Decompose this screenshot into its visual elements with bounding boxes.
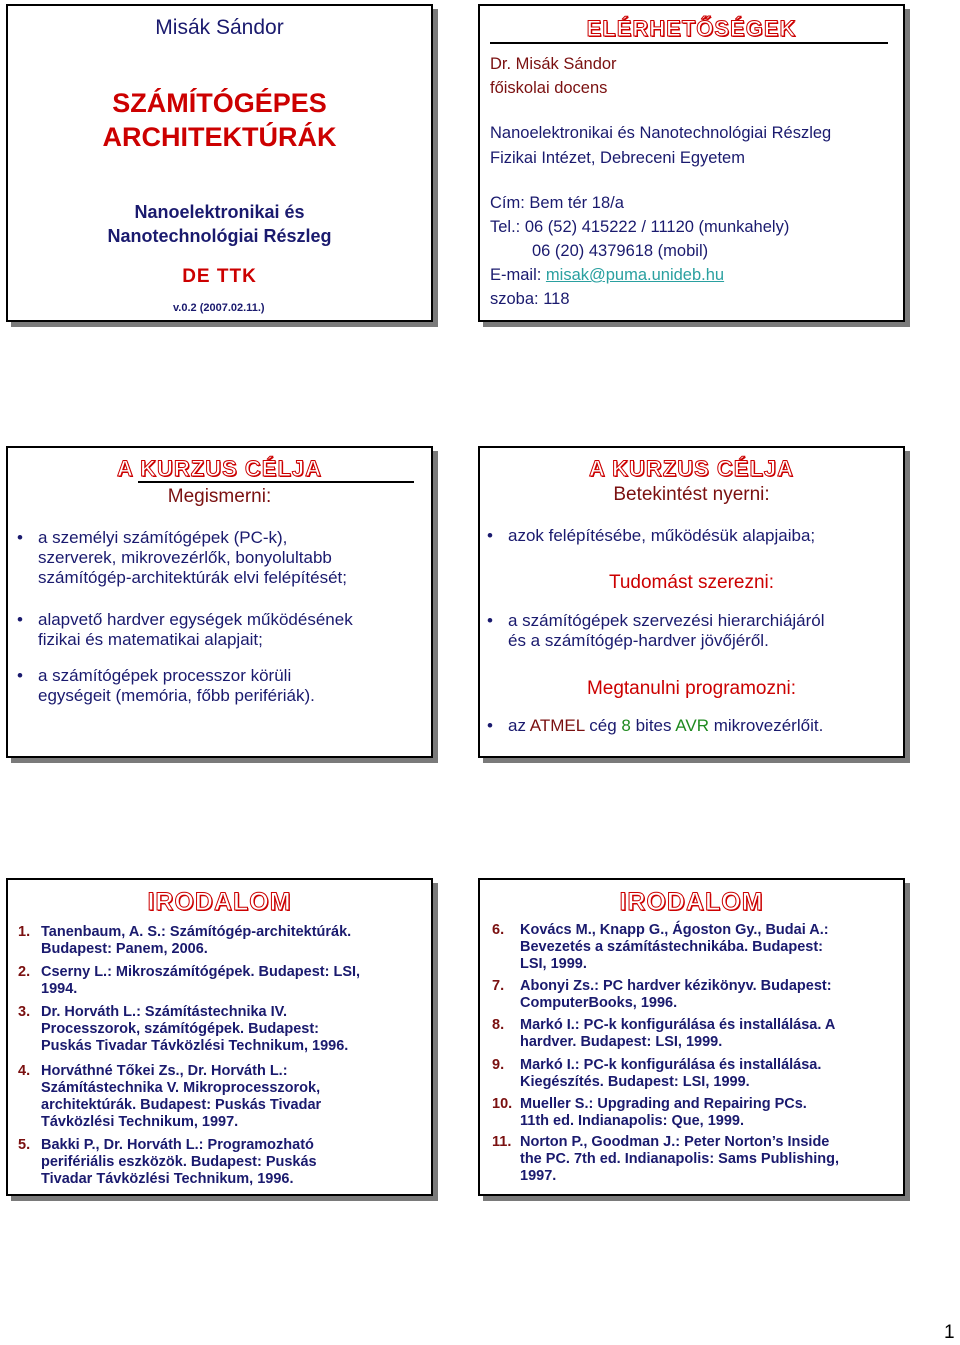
course-goal-slide-1	[6, 446, 433, 758]
title-slide	[6, 4, 433, 322]
reference-item	[492, 922, 829, 973]
heading-rule	[138, 481, 414, 483]
bullet-icon: •	[17, 666, 23, 685]
reference-line: Kiegészítés. Budapest: LSI, 1999.	[520, 1074, 750, 1090]
reference-line: 1994.	[41, 981, 78, 997]
slide-heading: ELÉRHETŐSÉGEK	[586, 16, 797, 41]
reference-number: 2.	[18, 964, 31, 980]
department	[8, 200, 431, 248]
bullet-icon: •	[17, 610, 23, 629]
slide-heading: A KURZUS CÉLJA	[116, 456, 323, 481]
reference-item	[492, 978, 832, 1012]
reference-line: perifériális eszközök. Budapest: Puskás	[41, 1154, 317, 1170]
reference-line: Cserny L.: Mikroszámítógépek. Budapest: LSI,	[41, 964, 361, 980]
department-line2: Nanotechnológiai Részleg	[107, 226, 332, 246]
reference-number: 11.	[492, 1134, 512, 1150]
reference-line: Tivadar Távközlési Technikum, 1996.	[41, 1171, 294, 1187]
reference-line: Budapest: Panem, 2006.	[41, 941, 208, 957]
bullet-item	[17, 666, 315, 706]
contact-phone-mobile: 06 (20) 4379618 (mobil)	[532, 242, 709, 260]
bullet-line: alapvető hardver egységek működésének	[38, 610, 353, 629]
reference-number: 4.	[18, 1063, 31, 1079]
bullet-icon: •	[17, 528, 23, 547]
slide-heading: IRODALOM	[147, 888, 292, 916]
reference-item	[18, 1004, 349, 1055]
university: DE TTK	[182, 266, 257, 287]
subtitle-programming: Megtanulni programozni:	[586, 678, 797, 699]
slide-heading: IRODALOM	[619, 888, 764, 916]
text-span: bites	[630, 716, 676, 735]
slide-heading: A KURZUS CÉLJA	[588, 456, 795, 481]
reference-item	[18, 924, 352, 958]
bullet-line: és a számítógép-hardver jövőjéről.	[508, 631, 769, 650]
bullet-line	[508, 716, 823, 736]
reference-line: Abonyi Zs.: PC hardver kézikönyv. Budapest:	[520, 978, 832, 994]
reference-number: 7.	[492, 978, 505, 994]
contact-dept: Nanoelektronikai és Nanotechnológiai Részleg	[490, 124, 832, 142]
department-line1: Nanoelektronikai és	[134, 202, 305, 222]
bullet-line: azok felépítésébe, működésük alapjaiba;	[508, 526, 816, 545]
author-name: Misák Sándor	[155, 16, 284, 39]
course-title-line2: ARCHITEKTÚRÁK	[102, 122, 337, 152]
bullet-line: a személyi számítógépek (PC-k),	[38, 528, 288, 547]
contact-address: Cím: Bem tér 18/a	[490, 194, 624, 212]
contact-institute: Fizikai Intézet, Debreceni Egyetem	[490, 149, 745, 167]
reference-number: 3.	[18, 1004, 31, 1020]
reference-item	[18, 1137, 317, 1188]
reference-line: LSI, 1999.	[520, 956, 587, 972]
reference-line: architektúrák. Budapest: Puskás Tivadar	[41, 1097, 322, 1113]
reference-line: 1997.	[520, 1168, 557, 1184]
contact-email-row	[490, 266, 724, 285]
reference-line: Norton P., Goodman J.: Peter Norton’s Inside	[520, 1134, 830, 1150]
bullet-icon: •	[487, 526, 493, 545]
reference-line: Távközlési Technikum, 1997.	[41, 1114, 239, 1130]
reference-line: Bevezetés a számítástechnikába. Budapest:	[520, 939, 824, 955]
bullet-item	[487, 611, 825, 651]
subtitle-knowledge: Tudomást szerezni:	[608, 572, 775, 593]
version-label: v.0.2 (2007.02.11.)	[173, 302, 265, 314]
reference-line: ComputerBooks, 1996.	[520, 995, 678, 1011]
reference-line: Processzorok, számítógépek. Budapest:	[41, 1021, 319, 1037]
reference-item	[18, 964, 361, 998]
heading-rule	[490, 42, 888, 44]
reference-line: Bakki P., Dr. Horváth L.: Programozható	[41, 1137, 314, 1153]
email-link[interactable]: misak@puma.unideb.hu	[545, 266, 725, 284]
reference-item	[492, 1017, 836, 1051]
bullet-line: fizikai és matematikai alapjait;	[38, 630, 263, 649]
contact-role: főiskolai docens	[490, 79, 608, 97]
reference-line: Számítástechnika V. Mikroprocesszorok,	[41, 1080, 321, 1096]
reference-line: Markó I.: PC-k konfigurálása és installálása.	[520, 1057, 822, 1073]
course-title	[8, 86, 431, 154]
reference-item	[492, 1057, 822, 1091]
contact-slide	[478, 4, 905, 322]
contact-phone-work: Tel.: 06 (52) 415222 / 11120 (munkahely)	[490, 218, 790, 236]
text-span: mikrovezérlőit.	[709, 716, 824, 735]
text-span: az	[508, 716, 530, 735]
reference-line: Horváthné Tőkei Zs., Dr. Horváth L.:	[41, 1063, 288, 1079]
reference-line: Tanenbaum, A. S.: Számítógép-architektúrák.	[41, 924, 352, 940]
reference-line: Puskás Tivadar Távközlési Technikum, 1996.	[41, 1038, 349, 1054]
reference-number: 9.	[492, 1057, 505, 1073]
reference-line: the PC. 7th ed. Indianapolis: Sams Publishing,	[520, 1151, 840, 1167]
text-span: cég	[584, 716, 622, 735]
reference-item	[18, 1063, 322, 1131]
course-goal-slide-2	[478, 446, 905, 758]
reference-line: hardver. Budapest: LSI, 1999.	[520, 1034, 723, 1050]
bullet-line: egységeit (memória, főbb perifériák).	[38, 686, 315, 705]
bullet-line: szerverek, mikrovezérlők, bonyolultabb	[38, 548, 332, 567]
slide-subtitle: Megismerni:	[167, 486, 272, 507]
reference-number: 10.	[492, 1096, 513, 1112]
bullet-icon: •	[487, 611, 493, 630]
reference-line: Mueller S.: Upgrading and Repairing PCs.	[520, 1096, 807, 1112]
reference-number: 6.	[492, 922, 505, 938]
bullet-line: a számítógépek processzor körüli	[38, 666, 292, 685]
bullet-item	[17, 528, 347, 588]
bullet-item	[487, 526, 816, 546]
reference-item	[492, 1134, 840, 1185]
reference-number: 8.	[492, 1017, 505, 1033]
bullet-line: számítógép-architektúrák elvi felépítését;	[38, 568, 347, 587]
page-number: 1	[944, 1322, 955, 1343]
reference-line: Dr. Horváth L.: Számítástechnika IV.	[41, 1004, 288, 1020]
reference-item	[492, 1096, 807, 1130]
reference-number: 1.	[18, 924, 31, 940]
atmel-text: ATMEL	[529, 716, 585, 735]
reference-line: 11th ed. Indianapolis: Que, 1999.	[520, 1113, 745, 1129]
contact-room: szoba: 118	[490, 290, 570, 308]
bullet-line: a számítógépek szervezési hierarchiájáról	[508, 611, 825, 630]
bullet-icon: •	[487, 716, 493, 735]
course-title-line1: SZÁMÍTÓGÉPES	[112, 88, 327, 118]
bullet-item	[17, 610, 353, 650]
references-slide-2	[478, 878, 905, 1196]
email-label: E-mail:	[490, 266, 546, 284]
bullet-item	[487, 716, 824, 736]
bit-count-text: 8	[621, 716, 631, 735]
contact-name: Dr. Misák Sándor	[490, 55, 617, 73]
subtitle-insight: Betekintést nyerni:	[613, 484, 770, 505]
reference-line: Markó I.: PC-k konfigurálása és installálása. A	[520, 1017, 836, 1033]
reference-number: 5.	[18, 1137, 31, 1153]
avr-text: AVR	[675, 716, 709, 735]
reference-line: Kovács M., Knapp G., Ágoston Gy., Budai A.:	[520, 922, 829, 938]
references-slide-1	[6, 878, 433, 1196]
